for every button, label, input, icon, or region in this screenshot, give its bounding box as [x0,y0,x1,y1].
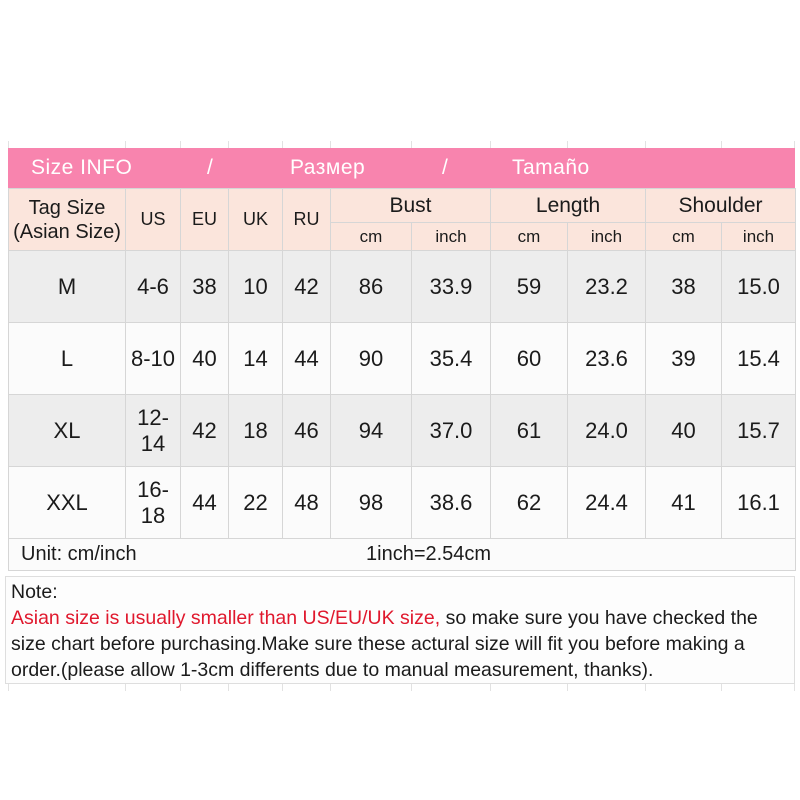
cell-shoulder-cm: 39 [646,323,722,395]
cell-us: 12-14 [126,395,181,467]
header-tag-line2: (Asian Size) [13,220,121,243]
cell-us: 8-10 [126,323,181,395]
unit-label: Unit: cm/inch [21,543,137,565]
banner-separator: / [442,156,449,179]
cell-shoulder-cm: 41 [646,467,722,539]
note-block [5,576,795,684]
bottom-gridline-strip [8,684,795,691]
cell-eu: 38 [181,251,229,323]
cell-us: 4-6 [126,251,181,323]
cell-shoulder-cm: 38 [646,251,722,323]
cell-length-inch: 23.2 [568,251,646,323]
cell-shoulder-inch: 15.7 [722,395,796,467]
banner [8,148,795,188]
cell-shoulder-cm: 40 [646,395,722,467]
cell-length-inch: 24.0 [568,395,646,467]
cell-bust-cm: 94 [331,395,412,467]
top-gridline-strip [8,141,795,148]
note-line-3: order.(please allow 1-3cm differents due to manual measurement, thanks). [11,659,654,681]
cell-bust-inch: 37.0 [412,395,491,467]
header-uk: UK [229,189,283,251]
table-row-l [9,323,796,395]
cell-shoulder-inch: 15.0 [722,251,796,323]
banner-title-es: Tamaño [512,156,590,179]
banner-separator: / [207,156,214,179]
banner-title-ru: Размер [290,156,366,179]
conversion-label: 1inch=2.54cm [366,543,492,565]
cell-ru: 48 [283,467,331,539]
cell-bust-inch: 38.6 [412,467,491,539]
table-row-m [9,251,796,323]
cell-length-cm: 61 [491,395,568,467]
subheader-shoulder-inch: inch [722,223,796,251]
table-row-xl [9,395,796,467]
cell-uk: 14 [229,323,283,395]
cell-length-inch: 23.6 [568,323,646,395]
cell-length-cm: 62 [491,467,568,539]
header-ru: RU [283,189,331,251]
cell-eu: 44 [181,467,229,539]
note-line-1-rest: so make sure you have checked the [440,607,758,629]
note-line-1 [11,605,789,631]
cell-uk: 22 [229,467,283,539]
cell-tag: M [9,251,126,323]
cell-eu: 40 [181,323,229,395]
cell-uk: 18 [229,395,283,467]
header-tag-line1: Tag Size [28,196,106,219]
banner-title-en: Size INFO [31,156,133,179]
cell-bust-inch: 35.4 [412,323,491,395]
cell-bust-cm: 90 [331,323,412,395]
cell-tag: L [9,323,126,395]
cell-length-cm: 60 [491,323,568,395]
cell-ru: 42 [283,251,331,323]
cell-length-cm: 59 [491,251,568,323]
cell-eu: 42 [181,395,229,467]
note-line-2: size chart before purchasing.Make sure these actural size will fit you before making a [11,633,745,655]
subheader-bust-cm: cm [331,223,412,251]
cell-shoulder-inch: 15.4 [722,323,796,395]
cell-us: 16-18 [126,467,181,539]
cell-uk: 10 [229,251,283,323]
cell-ru: 46 [283,395,331,467]
cell-length-inch: 24.4 [568,467,646,539]
subheader-bust-inch: inch [412,223,491,251]
note-label: Note: [11,581,58,603]
table-row-xxl [9,467,796,539]
cell-tag: XL [9,395,126,467]
subheader-length-cm: cm [491,223,568,251]
header-shoulder: Shoulder [646,189,796,223]
cell-shoulder-inch: 16.1 [722,467,796,539]
header-us: US [126,189,181,251]
cell-bust-cm: 98 [331,467,412,539]
header-bust: Bust [331,189,491,223]
unit-row [9,539,796,571]
cell-tag: XXL [9,467,126,539]
size-table [8,188,796,571]
note-warning: Asian size is usually smaller than US/EU/UK size, [11,607,441,629]
cell-bust-inch: 33.9 [412,251,491,323]
subheader-shoulder-cm: cm [646,223,722,251]
header-eu: EU [181,189,229,251]
cell-ru: 44 [283,323,331,395]
cell-bust-cm: 86 [331,251,412,323]
header-tag-size [9,189,126,251]
header-length: Length [491,189,646,223]
subheader-length-inch: inch [568,223,646,251]
